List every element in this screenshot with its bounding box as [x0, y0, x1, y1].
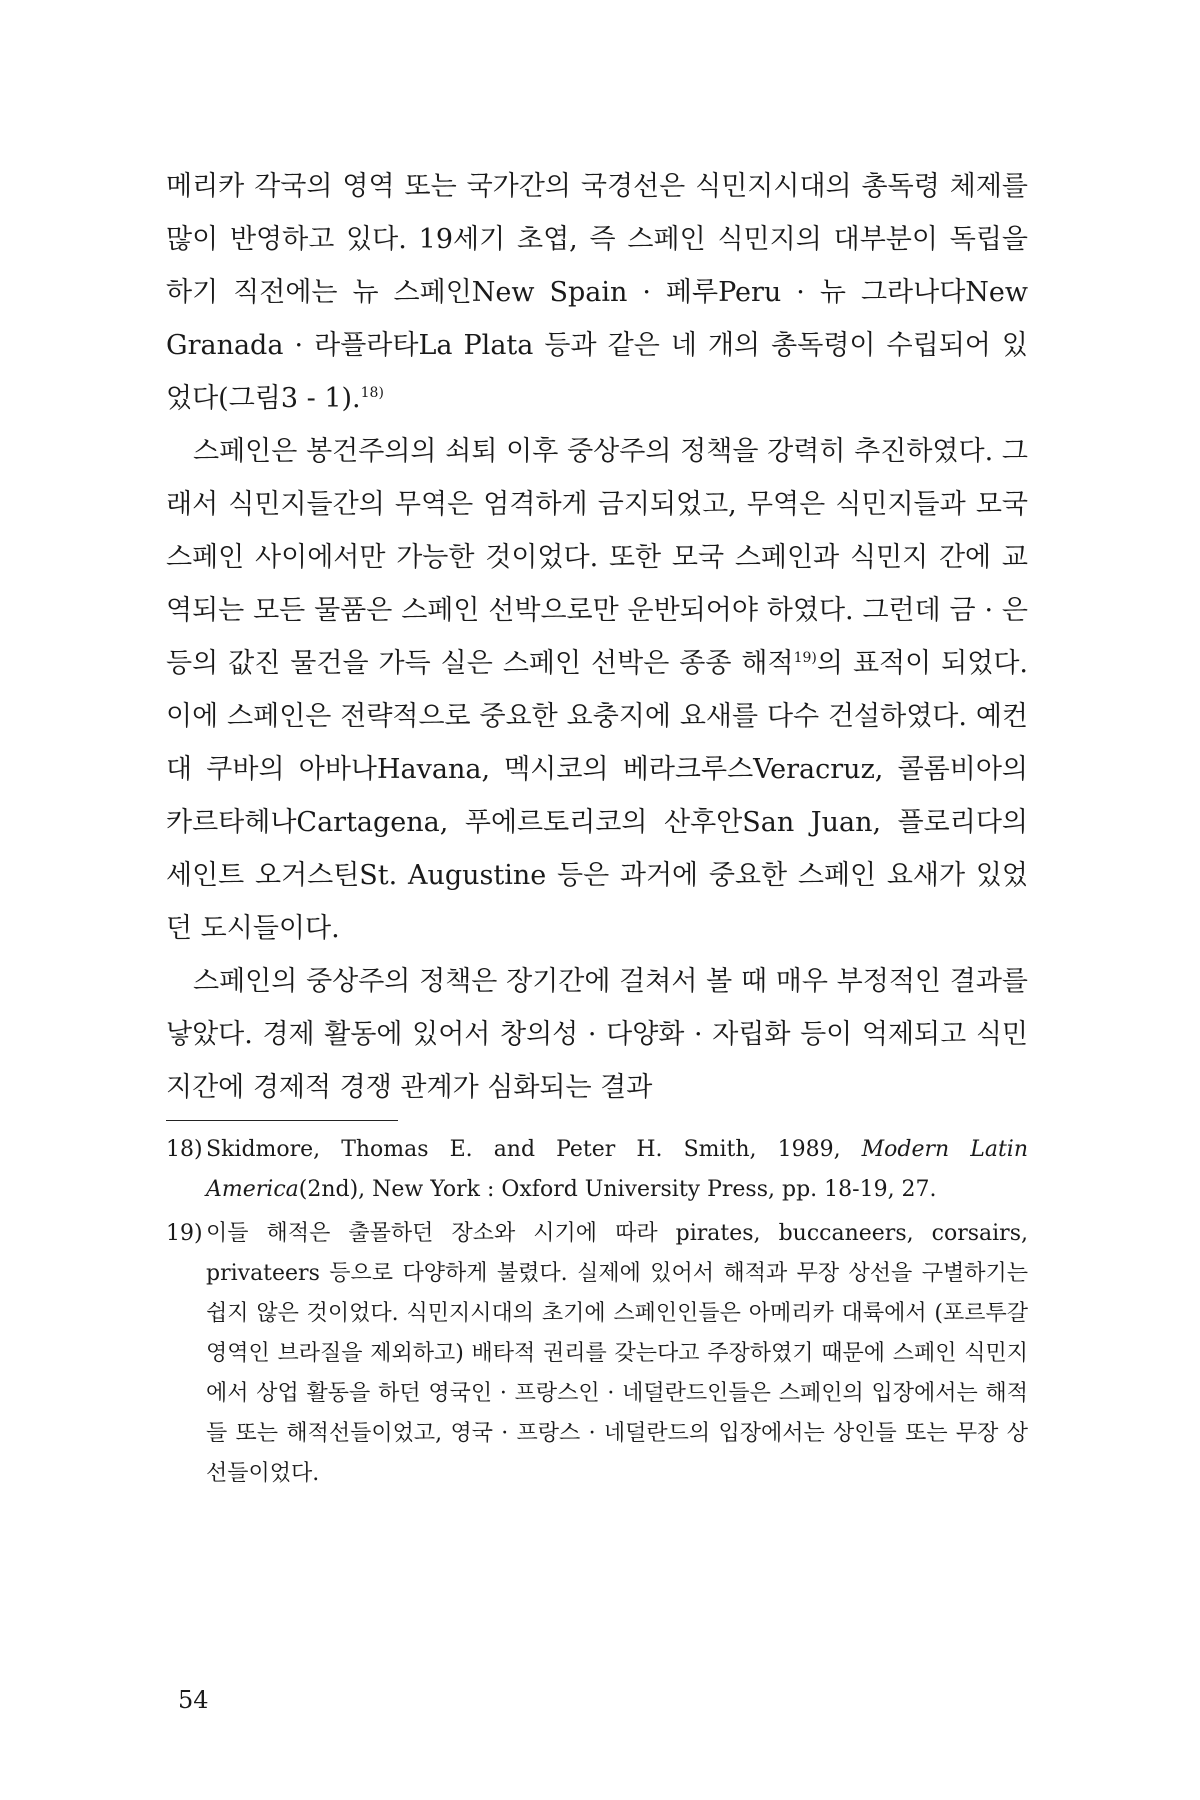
footnote-18-before: Skidmore, Thomas E. and Peter H. Smith, 1989, — [206, 1137, 862, 1162]
paragraph-3 — [166, 955, 1028, 1114]
paragraph-2 — [166, 425, 1028, 955]
page-number: 54 — [178, 1686, 209, 1714]
paragraph-3-text: 스페인의 중상주의 정책은 장기간에 걸쳐서 볼 때 매우 부정적인 결과를 낳았다. 경제 활동에 있어서 창의성 · 다양화 · 자립화 등이 억제되고 식민지간에 경제적 경쟁 관계가 심화되는 결과 — [166, 966, 1028, 1103]
footnote-18 — [166, 1130, 1028, 1210]
footnote-19-text: 이들 해적은 출몰하던 장소와 시기에 따라 pirates, buccaneers, corsairs, privateers 등으로 다양하게 불렸다. 실제에 있어서 해적과 무장 상선을 구별하기는 쉽지 않은 것이었다. 식민지시대의 초기에 스페인인들은 아메리카 대륙에서 (포르투갈 영역인 브라질을 제외하고) 배타적 권리를 갖는다고 주장하였기 때문에 스페인 식민지에서 상업 활동을 하던 영국인 · 프랑스인 · 네덜란드인들은 스페인의 입장에서는 해적들 또는 해적선들이었고, 영국 · 프랑스 · 네덜란드의 입장에서는 상인들 또는 무장 상선들이었다. — [206, 1221, 1028, 1486]
footnotes — [166, 1130, 1028, 1494]
footnote-19-number: 19) — [166, 1221, 203, 1246]
paragraph-2-text-before: 스페인은 봉건주의의 쇠퇴 이후 중상주의 정책을 강력히 추진하였다. 그래서 식민지들간의 무역은 엄격하게 금지되었고, 무역은 식민지들과 모국 스페인 사이에서만 가능한 것이었다. 또한 모국 스페인과 식민지 간에 교역되는 모든 물품은 스페인 선박으로만 운반되어야 하였다. 그런데 금 · 은 등의 값진 물건을 가득 실은 스페인 선박은 종종 해적 — [166, 436, 1028, 679]
body-text — [166, 160, 1028, 1114]
footnote-18-after: (2nd), New York : Oxford University Press, pp. 18-19, 27. — [298, 1177, 937, 1202]
footnote-ref-19: 19) — [793, 650, 817, 666]
footnote-divider — [166, 1120, 398, 1121]
footnote-18-number: 18) — [166, 1137, 203, 1162]
paragraph-1 — [166, 160, 1028, 425]
footnote-18-title: Modern Latin America — [206, 1137, 1028, 1202]
footnote-19 — [166, 1214, 1028, 1494]
footnote-ref-18: 18) — [360, 385, 384, 401]
paragraph-2-text-after: 의 표적이 되었다. 이에 스페인은 전략적으로 중요한 요충지에 요새를 다수 건설하였다. 예컨대 쿠바의 아바나Havana, 멕시코의 베라크루스Veracruz, 콜롬비아의 카르타헤나Cartagena, 푸에르토리코의 산후안San Juan, 플로리다의 세인트 오거스틴St. Augustine 등은 과거에 중요한 스페인 요새가 있었던 도시들이다. — [166, 648, 1028, 944]
paragraph-1-text: 메리카 각국의 영역 또는 국가간의 국경선은 식민지시대의 총독령 체제를 많이 반영하고 있다. 19세기 초엽, 즉 스페인 식민지의 대부분이 독립을 하기 직전에는 뉴 스페인New Spain · 페루Peru · 뉴 그라나다New Granada · 라플라타La Plata 등과 같은 네 개의 총독령이 수립되어 있었다(그림3 - 1). — [166, 171, 1028, 414]
